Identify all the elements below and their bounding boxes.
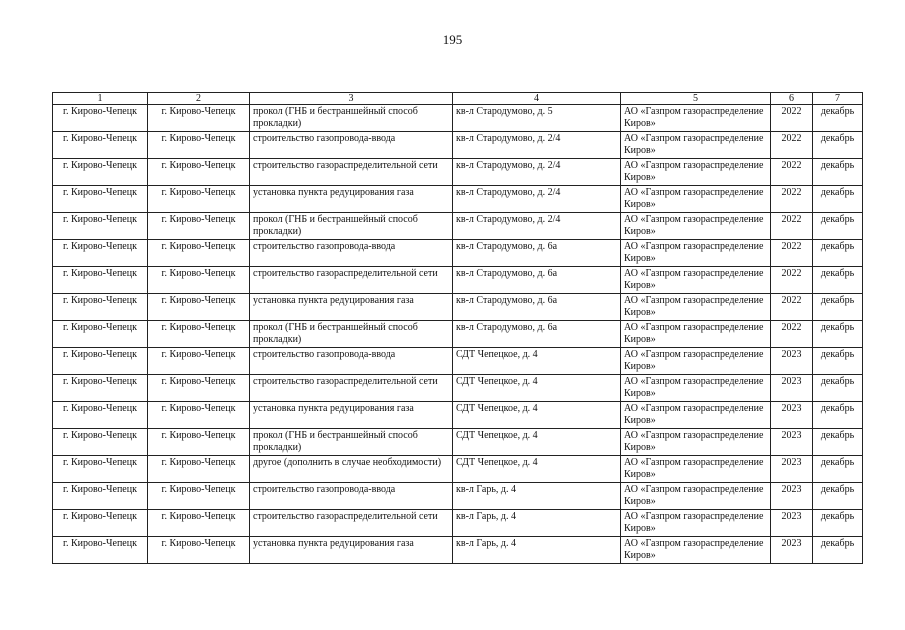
table-row — [53, 348, 863, 375]
table-cell: СДТ Чепецкое, д. 4 — [453, 348, 621, 375]
table-cell: кв-л Стародумово, д. 6а — [453, 267, 621, 294]
table-cell: г. Кирово-Чепецк — [53, 132, 148, 159]
table-cell: 2022 — [771, 105, 813, 132]
table-cell: прокол (ГНБ и бестраншейный способ прокладки) — [250, 429, 453, 456]
table-row — [53, 537, 863, 564]
table-cell: г. Кирово-Чепецк — [148, 510, 250, 537]
table-cell: 2022 — [771, 186, 813, 213]
table-cell: кв-л Стародумово, д. 6а — [453, 240, 621, 267]
table-cell: строительство газораспределительной сети — [250, 159, 453, 186]
column-header: 2 — [148, 93, 250, 105]
table-cell: г. Кирово-Чепецк — [148, 537, 250, 564]
table-cell: АО «Газпром газораспределение Киров» — [621, 240, 771, 267]
table-cell: г. Кирово-Чепецк — [148, 294, 250, 321]
table-cell: 2023 — [771, 429, 813, 456]
table-cell: установка пункта редуцирования газа — [250, 294, 453, 321]
table-row — [53, 105, 863, 132]
page-number: 195 — [442, 32, 463, 47]
table-cell: г. Кирово-Чепецк — [148, 321, 250, 348]
table-cell: строительство газопровода-ввода — [250, 132, 453, 159]
table-cell: декабрь — [813, 483, 863, 510]
table-cell: установка пункта редуцирования газа — [250, 186, 453, 213]
table-cell: АО «Газпром газораспределение Киров» — [621, 213, 771, 240]
table-cell: строительство газораспределительной сети — [250, 375, 453, 402]
table-cell: кв-л Стародумово, д. 2/4 — [453, 132, 621, 159]
table-cell: декабрь — [813, 510, 863, 537]
column-header: 6 — [771, 93, 813, 105]
table-cell: кв-л Гарь, д. 4 — [453, 537, 621, 564]
table-cell: установка пункта редуцирования газа — [250, 402, 453, 429]
table-cell: декабрь — [813, 429, 863, 456]
table-cell: декабрь — [813, 456, 863, 483]
table-cell: декабрь — [813, 321, 863, 348]
table-cell: декабрь — [813, 375, 863, 402]
table-cell: 2022 — [771, 267, 813, 294]
data-table — [52, 92, 863, 564]
table-cell: г. Кирово-Чепецк — [148, 429, 250, 456]
table-cell: АО «Газпром газораспределение Киров» — [621, 294, 771, 321]
table-row — [53, 159, 863, 186]
table-cell: кв-л Стародумово, д. 6а — [453, 321, 621, 348]
table-cell: прокол (ГНБ и бестраншейный способ прокладки) — [250, 213, 453, 240]
table-cell: кв-л Стародумово, д. 6а — [453, 294, 621, 321]
table-cell: 2023 — [771, 402, 813, 429]
table-body — [53, 105, 863, 564]
table-cell: 2023 — [771, 375, 813, 402]
table-cell: г. Кирово-Чепецк — [53, 159, 148, 186]
table-cell: г. Кирово-Чепецк — [53, 240, 148, 267]
table-cell: другое (дополнить в случае необходимости) — [250, 456, 453, 483]
table-cell: АО «Газпром газораспределение Киров» — [621, 132, 771, 159]
table-cell: г. Кирово-Чепецк — [148, 240, 250, 267]
table-cell: АО «Газпром газораспределение Киров» — [621, 537, 771, 564]
table-cell: строительство газопровода-ввода — [250, 240, 453, 267]
table-cell: установка пункта редуцирования газа — [250, 537, 453, 564]
table-cell: г. Кирово-Чепецк — [53, 483, 148, 510]
header-row — [53, 93, 863, 105]
table-cell: 2022 — [771, 213, 813, 240]
table-cell: СДТ Чепецкое, д. 4 — [453, 429, 621, 456]
table-row — [53, 132, 863, 159]
table-cell: 2023 — [771, 510, 813, 537]
table-cell: г. Кирово-Чепецк — [148, 213, 250, 240]
table-cell: г. Кирово-Чепецк — [148, 186, 250, 213]
table-cell: 2023 — [771, 348, 813, 375]
table-row — [53, 294, 863, 321]
table-cell: 2022 — [771, 294, 813, 321]
table-cell: г. Кирово-Чепецк — [148, 456, 250, 483]
table-cell: АО «Газпром газораспределение Киров» — [621, 348, 771, 375]
table-cell: г. Кирово-Чепецк — [53, 429, 148, 456]
table-cell: АО «Газпром газораспределение Киров» — [621, 105, 771, 132]
table-row — [53, 213, 863, 240]
table-cell: г. Кирово-Чепецк — [148, 267, 250, 294]
table-cell: АО «Газпром газораспределение Киров» — [621, 321, 771, 348]
column-header: 4 — [453, 93, 621, 105]
table-cell: г. Кирово-Чепецк — [53, 375, 148, 402]
table-cell: 2023 — [771, 537, 813, 564]
table-cell: декабрь — [813, 240, 863, 267]
table-cell: г. Кирово-Чепецк — [148, 159, 250, 186]
table-row — [53, 321, 863, 348]
table-cell: прокол (ГНБ и бестраншейный способ прокладки) — [250, 105, 453, 132]
table-cell: 2023 — [771, 456, 813, 483]
table-row — [53, 267, 863, 294]
table-cell: строительство газораспределительной сети — [250, 267, 453, 294]
table-cell: г. Кирово-Чепецк — [148, 483, 250, 510]
table-row — [53, 456, 863, 483]
table-cell: г. Кирово-Чепецк — [53, 186, 148, 213]
table-cell: г. Кирово-Чепецк — [148, 375, 250, 402]
table-cell: 2022 — [771, 132, 813, 159]
table-cell: декабрь — [813, 105, 863, 132]
table-cell: АО «Газпром газораспределение Киров» — [621, 429, 771, 456]
table-row — [53, 483, 863, 510]
table-cell: декабрь — [813, 537, 863, 564]
table-cell: г. Кирово-Чепецк — [148, 402, 250, 429]
table-cell: декабрь — [813, 402, 863, 429]
table-row — [53, 402, 863, 429]
table-row — [53, 429, 863, 456]
table-cell: декабрь — [813, 213, 863, 240]
table-cell: кв-л Гарь, д. 4 — [453, 483, 621, 510]
table-cell: декабрь — [813, 267, 863, 294]
table-cell: декабрь — [813, 294, 863, 321]
table-cell: строительство газопровода-ввода — [250, 483, 453, 510]
table-cell: г. Кирово-Чепецк — [53, 456, 148, 483]
table-cell: декабрь — [813, 159, 863, 186]
column-header: 1 — [53, 93, 148, 105]
table-cell: г. Кирово-Чепецк — [53, 267, 148, 294]
table-cell: АО «Газпром газораспределение Киров» — [621, 186, 771, 213]
table-row — [53, 186, 863, 213]
table-cell: АО «Газпром газораспределение Киров» — [621, 375, 771, 402]
table-row — [53, 240, 863, 267]
table-cell: АО «Газпром газораспределение Киров» — [621, 510, 771, 537]
table-cell: декабрь — [813, 132, 863, 159]
table-cell: г. Кирово-Чепецк — [53, 510, 148, 537]
column-header: 5 — [621, 93, 771, 105]
table-cell: кв-л Стародумово, д. 2/4 — [453, 159, 621, 186]
table-cell: прокол (ГНБ и бестраншейный способ прокладки) — [250, 321, 453, 348]
table-cell: 2022 — [771, 321, 813, 348]
table-cell: СДТ Чепецкое, д. 4 — [453, 402, 621, 429]
table-cell: кв-л Стародумово, д. 2/4 — [453, 186, 621, 213]
table-cell: кв-л Гарь, д. 4 — [453, 510, 621, 537]
table-row — [53, 375, 863, 402]
column-header: 3 — [250, 93, 453, 105]
table-cell: кв-л Стародумово, д. 5 — [453, 105, 621, 132]
table-row — [53, 510, 863, 537]
table-cell: декабрь — [813, 186, 863, 213]
table-cell: г. Кирово-Чепецк — [148, 105, 250, 132]
table-cell: АО «Газпром газораспределение Киров» — [621, 267, 771, 294]
table-cell: АО «Газпром газораспределение Киров» — [621, 483, 771, 510]
table-cell: г. Кирово-Чепецк — [148, 348, 250, 375]
table-cell: СДТ Чепецкое, д. 4 — [453, 456, 621, 483]
table-cell: г. Кирово-Чепецк — [53, 213, 148, 240]
table-cell: АО «Газпром газораспределение Киров» — [621, 402, 771, 429]
table-cell: 2023 — [771, 483, 813, 510]
table-cell: г. Кирово-Чепецк — [53, 321, 148, 348]
table-cell: 2022 — [771, 240, 813, 267]
table-cell: г. Кирово-Чепецк — [53, 105, 148, 132]
table-cell: г. Кирово-Чепецк — [53, 537, 148, 564]
table-cell: СДТ Чепецкое, д. 4 — [453, 375, 621, 402]
table-cell: АО «Газпром газораспределение Киров» — [621, 159, 771, 186]
table-cell: г. Кирово-Чепецк — [148, 132, 250, 159]
table-cell: декабрь — [813, 348, 863, 375]
table-cell: г. Кирово-Чепецк — [53, 402, 148, 429]
table-cell: 2022 — [771, 159, 813, 186]
table-cell: АО «Газпром газораспределение Киров» — [621, 456, 771, 483]
table-cell: строительство газораспределительной сети — [250, 510, 453, 537]
table-cell: г. Кирово-Чепецк — [53, 294, 148, 321]
table-cell: строительство газопровода-ввода — [250, 348, 453, 375]
table-cell: г. Кирово-Чепецк — [53, 348, 148, 375]
table-cell: кв-л Стародумово, д. 2/4 — [453, 213, 621, 240]
column-header: 7 — [813, 93, 863, 105]
